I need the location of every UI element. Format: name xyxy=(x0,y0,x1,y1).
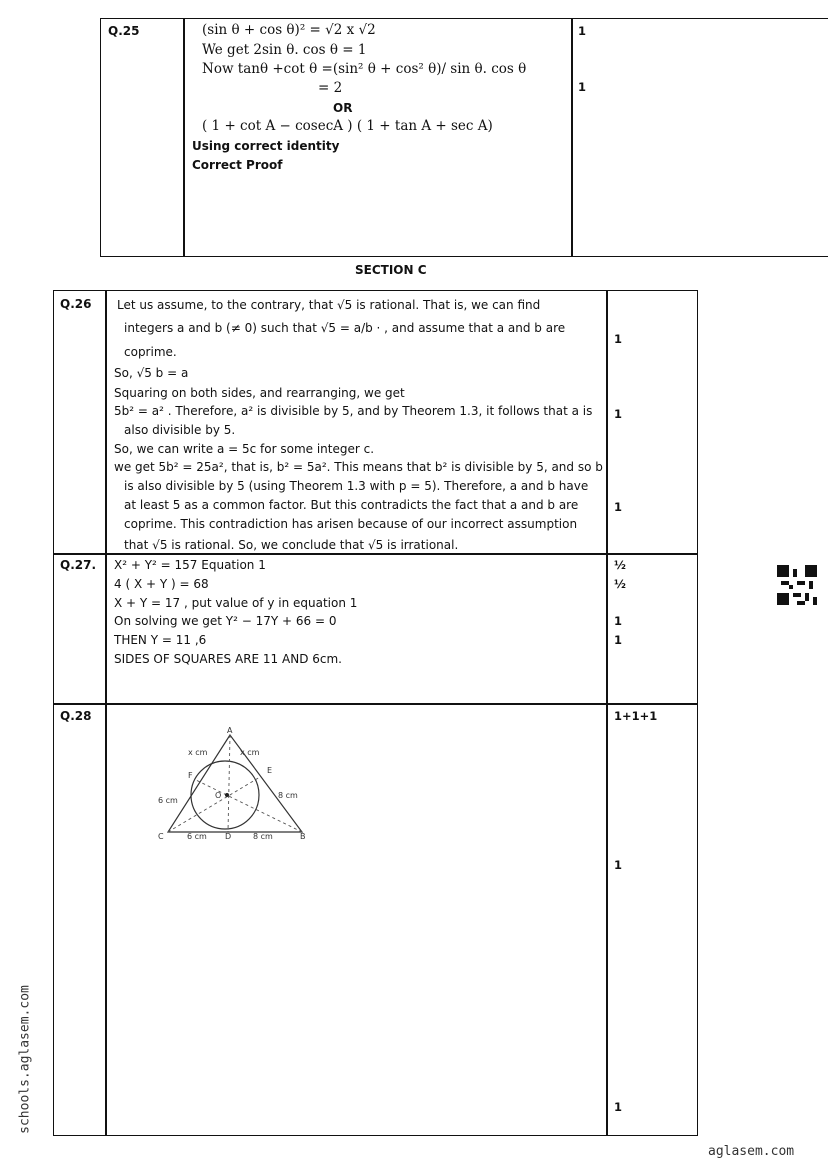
number-col-divider xyxy=(105,290,107,1136)
q28-number: Q.28 xyxy=(60,709,92,723)
q25-line: (sin θ + cos θ)² = √2 x √2 xyxy=(202,22,376,38)
marks-col-divider xyxy=(606,290,608,1136)
q26-line: 5b² = a² . Therefore, a² is divisible by 5, and by Theorem 1.3, it follows that a is xyxy=(114,404,593,418)
q27-number: Q.27. xyxy=(60,558,97,572)
q25-or: OR xyxy=(333,101,353,115)
label-E: E xyxy=(267,766,273,775)
label-cf: 6 cm xyxy=(158,796,178,805)
q26-mark: 1 xyxy=(614,407,623,421)
q27-mark: 1 xyxy=(614,633,623,647)
q26-line: we get 5b² = 25a², that is, b² = 5a². This means that b² is divisible by 5, and so b xyxy=(114,460,603,474)
q28-mark: 1+1+1 xyxy=(614,709,658,723)
label-F: F xyxy=(188,771,193,780)
label-C: C xyxy=(158,832,164,841)
q27-mark: ½ xyxy=(614,558,626,572)
q26-mark: 1 xyxy=(614,500,623,514)
q25-number: Q.25 xyxy=(108,24,140,38)
q27-line: On solving we get Y² − 17Y + 66 = 0 xyxy=(114,614,337,628)
section-title: SECTION C xyxy=(355,263,427,277)
q25-line: Now tanθ +cot θ =(sin² θ + cos² θ)/ sin θ. cos θ xyxy=(202,61,527,77)
label-x1: x cm xyxy=(188,748,208,757)
q26-line: coprime. This contradiction has arisen because of our incorrect assumption xyxy=(124,517,578,531)
q27-mark: 1 xyxy=(614,614,623,628)
qr-code-icon[interactable] xyxy=(777,565,817,605)
q26-line: also divisible by 5. xyxy=(124,423,236,437)
q25-col-divider xyxy=(571,18,573,257)
q25-line: Using correct identity xyxy=(192,139,340,153)
label-B: B xyxy=(300,832,306,841)
q25-line: We get 2sin θ. cos θ = 1 xyxy=(202,42,367,58)
q27-line: 4 ( X + Y ) = 68 xyxy=(114,577,209,591)
q26-line: Let us assume, to the contrary, that √5 is rational. That is, we can find xyxy=(117,298,541,312)
q27-line: SIDES OF SQUARES ARE 11 AND 6cm. xyxy=(114,652,342,666)
label-be: 8 cm xyxy=(278,791,298,800)
q26-number: Q.26 xyxy=(60,297,92,311)
label-cd: 6 cm xyxy=(187,832,207,841)
q28-mark: 1 xyxy=(614,858,623,872)
label-A: A xyxy=(227,726,233,735)
label-db: 8 cm xyxy=(253,832,273,841)
q26-line: So, √5 b = a xyxy=(114,366,189,380)
bottom-watermark: aglasem.com xyxy=(708,1144,795,1159)
q26-line: coprime. xyxy=(124,345,177,359)
q25-col-divider xyxy=(183,18,185,257)
q25-mark: 1 xyxy=(578,80,587,94)
q25-line: ( 1 + cot A − cosecA ) ( 1 + tan A + sec A) xyxy=(202,118,493,134)
q27-mark: ½ xyxy=(614,577,626,591)
q25-line: = 2 xyxy=(318,80,343,96)
side-watermark: schools.aglasem.com xyxy=(17,985,33,1134)
q26-line: is also divisible by 5 (using Theorem 1.3 with p = 5). Therefore, a and b have xyxy=(124,479,589,493)
q27-line: THEN Y = 11 ,6 xyxy=(114,633,207,647)
row-divider xyxy=(53,703,698,705)
q26-mark: 1 xyxy=(614,332,623,346)
q26-line: that √5 is rational. So, we conclude that √5 is irrational. xyxy=(124,538,459,552)
q26-line: at least 5 as a common factor. But this contradicts the fact that a and b are xyxy=(124,498,579,512)
q27-line: X² + Y² = 157 Equation 1 xyxy=(114,558,266,572)
label-x2: x cm xyxy=(240,748,260,757)
q26-line: So, we can write a = 5c for some integer c. xyxy=(114,442,375,456)
incircle-triangle-figure xyxy=(150,725,320,845)
q25-line: Correct Proof xyxy=(192,158,283,172)
row-divider xyxy=(53,553,698,555)
q25-mark: 1 xyxy=(578,24,587,38)
q28-mark: 1 xyxy=(614,1100,623,1114)
q26-line: integers a and b (≠ 0) such that √5 = a/b · , and assume that a and b are xyxy=(124,321,566,335)
q27-line: X + Y = 17 , put value of y in equation 1 xyxy=(114,596,358,610)
label-D: D xyxy=(225,832,232,841)
label-O: O xyxy=(215,791,222,800)
q26-line: Squaring on both sides, and rearranging, we get xyxy=(114,386,405,400)
